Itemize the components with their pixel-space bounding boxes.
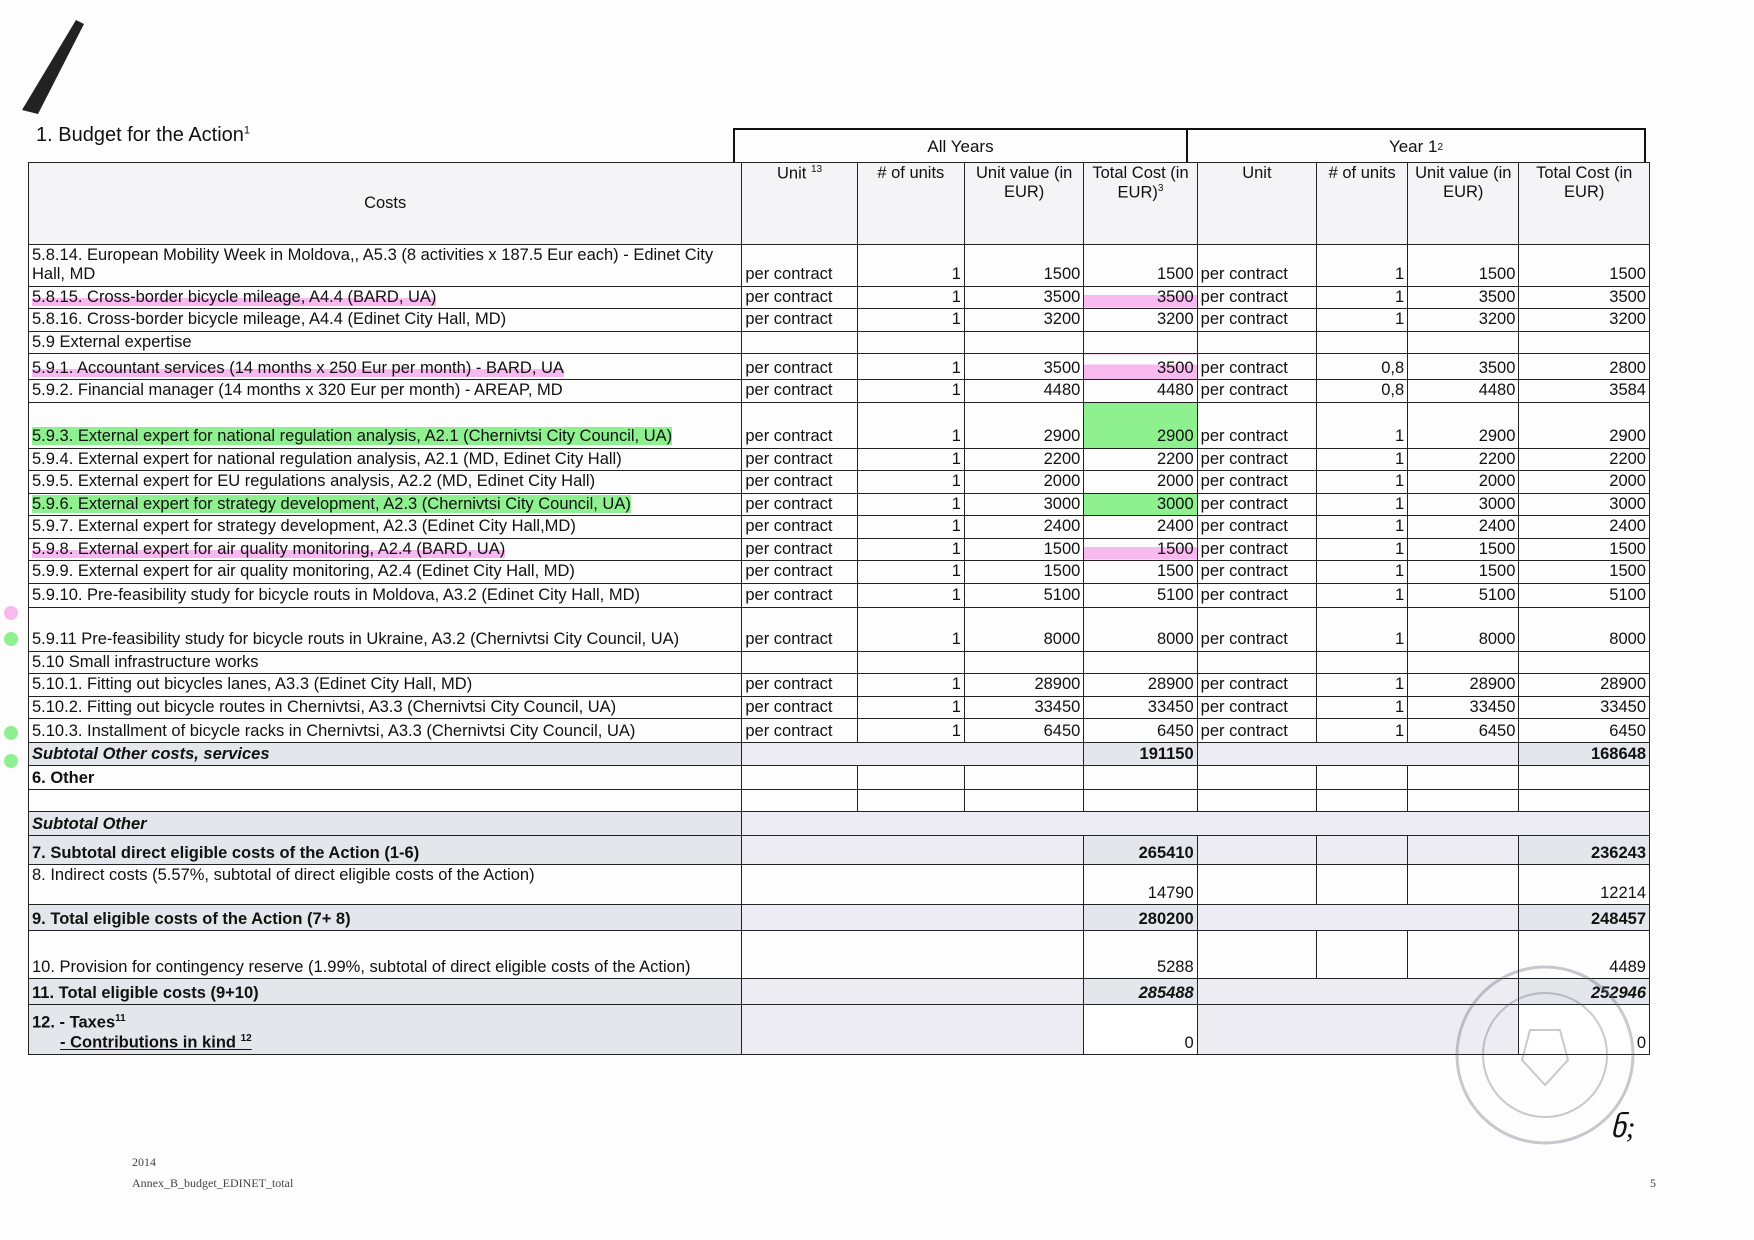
total-cost-cell: 1500 <box>1084 245 1197 287</box>
units-y1-cell: 1 <box>1317 607 1408 651</box>
units-y1-cell: 1 <box>1317 538 1408 560</box>
pink-margin-dot <box>4 606 18 620</box>
unit-cell: per contract <box>742 561 857 583</box>
unit-cell: per contract <box>742 245 857 287</box>
unit-value-cell: 2900 <box>964 402 1083 448</box>
total-cost-cell: 28900 <box>1084 674 1197 696</box>
footer-year: 2014 <box>132 1155 156 1169</box>
summary-total-y1: 236243 <box>1519 836 1650 865</box>
cost-description: 5.9.11 Pre-feasibility study for bicycle routs in Ukraine, A3.2 (Chernivtsi City Council, UA) <box>29 607 742 651</box>
total-cost-y1-cell: 3584 <box>1519 380 1650 402</box>
budget-line-row <box>29 402 1650 448</box>
total-cost-cell: 1500 <box>1084 538 1197 560</box>
total-cost-y1-cell: 2800 <box>1519 354 1650 380</box>
units-cell <box>857 331 964 353</box>
units-y1-cell: 1 <box>1317 448 1408 470</box>
unit-value-y1-cell: 3200 <box>1408 309 1519 331</box>
budget-line-row <box>29 516 1650 538</box>
total-cost-y1-cell: 33450 <box>1519 696 1650 718</box>
unit-y1-cell: per contract <box>1197 471 1316 493</box>
units-y1-cell <box>1317 331 1408 353</box>
budget-line-row <box>29 651 1650 673</box>
unit-value-cell: 1500 <box>964 561 1083 583</box>
unit-cell: per contract <box>742 516 857 538</box>
total-cost-y1-cell: 2000 <box>1519 471 1650 493</box>
unit-value-cell: 8000 <box>964 607 1083 651</box>
units-cell: 1 <box>857 245 964 287</box>
total-cost-cell: 3500 <box>1084 354 1197 380</box>
total-cost-cell <box>1084 331 1197 353</box>
summary-total: 280200 <box>1084 905 1197 931</box>
total-cost-cell: 33450 <box>1084 696 1197 718</box>
units-y1-cell: 0,8 <box>1317 354 1408 380</box>
unit-value-cell: 3500 <box>964 354 1083 380</box>
unit-value-y1-cell: 4480 <box>1408 380 1519 402</box>
total-cost-y1-cell: 1500 <box>1519 561 1650 583</box>
total-cost-cell: 3200 <box>1084 309 1197 331</box>
unit-y1-cell: per contract <box>1197 674 1316 696</box>
unit-value-y1-cell: 2400 <box>1408 516 1519 538</box>
unit-value-cell: 33450 <box>964 696 1083 718</box>
page-title: 1. Budget for the Action$^1$ <box>36 124 251 146</box>
unit-value-cell: 4480 <box>964 380 1083 402</box>
budget-line-row <box>29 331 1650 353</box>
cost-description: 5.8.15. Cross-border bicycle mileage, A4.4 (BARD, UA) <box>29 286 742 308</box>
units-cell <box>857 651 964 673</box>
cost-description: 5.9.1. Accountant services (14 months x 250 Eur per month) - BARD, UA <box>29 354 742 380</box>
total-cost-y1-cell <box>1519 651 1650 673</box>
unit-y1-cell: per contract <box>1197 607 1316 651</box>
summary-label: 9. Total eligible costs of the Action (7+ 8) <box>29 905 742 931</box>
taxes-label: 12. - Taxes$^{11}$ - Contributions in kind $^{12}$ <box>29 1005 742 1055</box>
total-cost-cell: 2400 <box>1084 516 1197 538</box>
units-y1-cell: 1 <box>1317 245 1408 287</box>
budget-line-row <box>29 583 1650 607</box>
unit-value-cell <box>964 651 1083 673</box>
green-margin-dot <box>4 632 18 646</box>
signature: ნ; <box>1610 1111 1636 1144</box>
unit-y1-cell: per contract <box>1197 561 1316 583</box>
units-cell: 1 <box>857 719 964 743</box>
units-y1-cell: 1 <box>1317 516 1408 538</box>
unit-y1-cell: per contract <box>1197 719 1316 743</box>
summary-total-y1: 12214 <box>1519 865 1650 905</box>
unit-y1-cell <box>1197 331 1316 353</box>
units-y1-cell: 1 <box>1317 471 1408 493</box>
unit-value-y1-cell: 3000 <box>1408 493 1519 515</box>
units-y1-cell: 1 <box>1317 719 1408 743</box>
unit-cell: per contract <box>742 607 857 651</box>
cost-description: 5.9.10. Pre-feasibility study for bicycle routs in Moldova, A3.2 (Edinet City Hall, MD) <box>29 583 742 607</box>
budget-line-row <box>29 696 1650 718</box>
unit-cell: per contract <box>742 674 857 696</box>
summary-total-y1: 4489 <box>1519 931 1650 979</box>
summary-total: 285488 <box>1084 979 1197 1005</box>
unit-value-cell: 2200 <box>964 448 1083 470</box>
unit-value-y1-cell: 5100 <box>1408 583 1519 607</box>
summary-label: 10. Provision for contingency reserve (1.99%, subtotal of direct eligible costs of the Action) <box>29 931 742 979</box>
unit-y1-cell: per contract <box>1197 354 1316 380</box>
col-unit-value-y1: Unit value (in EUR) <box>1408 163 1519 245</box>
unit-y1-cell: per contract <box>1197 245 1316 287</box>
unit-y1-cell: per contract <box>1197 696 1316 718</box>
col-costs: Costs <box>29 163 742 245</box>
unit-cell: per contract <box>742 719 857 743</box>
unit-cell: per contract <box>742 354 857 380</box>
unit-value-y1-cell: 3500 <box>1408 286 1519 308</box>
summary-total-y1: 168648 <box>1519 743 1650 766</box>
total-cost-y1-cell: 6450 <box>1519 719 1650 743</box>
unit-cell: per contract <box>742 286 857 308</box>
group-header-year1: Year 1 2 <box>1186 128 1646 164</box>
total-cost-cell: 8000 <box>1084 607 1197 651</box>
total-cost-y1-cell: 3500 <box>1519 286 1650 308</box>
unit-cell: per contract <box>742 309 857 331</box>
col-unit: Unit $^{13}$ <box>742 163 857 245</box>
units-y1-cell: 1 <box>1317 561 1408 583</box>
units-cell: 1 <box>857 354 964 380</box>
unit-value-y1-cell <box>1408 651 1519 673</box>
budget-line-row <box>29 561 1650 583</box>
total-cost-cell: 2000 <box>1084 471 1197 493</box>
total-cost-cell: 3000 <box>1084 493 1197 515</box>
unit-value-y1-cell: 2900 <box>1408 402 1519 448</box>
unit-value-y1-cell: 8000 <box>1408 607 1519 651</box>
unit-cell: per contract <box>742 493 857 515</box>
summary-label: 7. Subtotal direct eligible costs of the Action (1-6) <box>29 836 742 865</box>
budget-line-row <box>29 607 1650 651</box>
cost-description: 5.9.9. External expert for air quality monitoring, A2.4 (Edinet City Hall, MD) <box>29 561 742 583</box>
unit-y1-cell: per contract <box>1197 493 1316 515</box>
col-total-cost-y1: Total Cost (in EUR) <box>1519 163 1650 245</box>
units-cell: 1 <box>857 516 964 538</box>
green-margin-dot <box>4 726 18 740</box>
total-cost-cell: 2200 <box>1084 448 1197 470</box>
contingency-row <box>29 931 1650 979</box>
units-y1-cell: 1 <box>1317 402 1408 448</box>
total-cost-cell <box>1084 651 1197 673</box>
cost-description: 5.10 Small infrastructure works <box>29 651 742 673</box>
units-y1-cell: 1 <box>1317 674 1408 696</box>
total-cost-y1-cell: 2200 <box>1519 448 1650 470</box>
total-cost-cell: 2900 <box>1084 402 1197 448</box>
unit-value-y1-cell: 2000 <box>1408 471 1519 493</box>
summary-label: 8. Indirect costs (5.57%, subtotal of direct eligible costs of the Action) <box>29 865 742 905</box>
unit-cell: per contract <box>742 471 857 493</box>
units-y1-cell: 1 <box>1317 493 1408 515</box>
budget-line-row <box>29 719 1650 743</box>
unit-y1-cell: per contract <box>1197 380 1316 402</box>
units-y1-cell: 1 <box>1317 286 1408 308</box>
cost-description: 5.8.16. Cross-border bicycle mileage, A4.4 (Edinet City Hall, MD) <box>29 309 742 331</box>
unit-value-y1-cell: 2200 <box>1408 448 1519 470</box>
col-unit-value: Unit value (in EUR) <box>964 163 1083 245</box>
col-units-y1: # of units <box>1317 163 1408 245</box>
summary-label: Subtotal Other <box>29 812 742 836</box>
total-cost-y1-cell: 28900 <box>1519 674 1650 696</box>
units-cell: 1 <box>857 583 964 607</box>
group-header-all-years: All Years <box>733 128 1188 164</box>
units-cell: 1 <box>857 696 964 718</box>
unit-y1-cell: per contract <box>1197 448 1316 470</box>
cost-description: 5.9.8. External expert for air quality monitoring, A2.4 (BARD, UA) <box>29 538 742 560</box>
subtotal-other-row <box>29 812 1650 836</box>
budget-line-row <box>29 674 1650 696</box>
cost-description: 5.8.14. European Mobility Week in Moldova,, A5.3 (8 activities x 187.5 Eur each) - Edinet City Hall, MD <box>29 245 742 287</box>
units-cell: 1 <box>857 607 964 651</box>
unit-value-cell: 3500 <box>964 286 1083 308</box>
total-cost-y1-cell: 1500 <box>1519 245 1650 287</box>
unit-cell: per contract <box>742 448 857 470</box>
total-cost-y1-cell: 5100 <box>1519 583 1650 607</box>
other-blank-row <box>29 790 1650 812</box>
cost-description: 5.9 External expertise <box>29 331 742 353</box>
units-cell: 1 <box>857 674 964 696</box>
scan-smudge <box>18 18 88 118</box>
cost-description: 5.9.4. External expert for national regulation analysis, A2.1 (MD, Edinet City Hall) <box>29 448 742 470</box>
unit-y1-cell: per contract <box>1197 309 1316 331</box>
total-cost-y1-cell: 8000 <box>1519 607 1650 651</box>
units-cell: 1 <box>857 471 964 493</box>
cost-description: 5.9.2. Financial manager (14 months x 320 Eur per month) - AREAP, MD <box>29 380 742 402</box>
unit-value-y1-cell: 33450 <box>1408 696 1519 718</box>
total-cost-y1-cell: 3000 <box>1519 493 1650 515</box>
units-cell: 1 <box>857 286 964 308</box>
units-y1-cell: 0,8 <box>1317 380 1408 402</box>
total-cost-y1-cell: 1500 <box>1519 538 1650 560</box>
subtotal-direct-row <box>29 836 1650 865</box>
units-cell: 1 <box>857 309 964 331</box>
cost-description: 5.9.3. External expert for national regulation analysis, A2.1 (Chernivtsi City Council, UA) <box>29 402 742 448</box>
budget-line-row <box>29 380 1650 402</box>
units-cell: 1 <box>857 448 964 470</box>
budget-line-row <box>29 448 1650 470</box>
budget-table <box>28 162 1650 1055</box>
unit-value-cell: 1500 <box>964 245 1083 287</box>
unit-value-y1-cell <box>1408 331 1519 353</box>
budget-line-row <box>29 309 1650 331</box>
unit-value-cell: 6450 <box>964 719 1083 743</box>
unit-value-y1-cell: 1500 <box>1408 245 1519 287</box>
summary-total: 5288 <box>1084 931 1197 979</box>
total-cost-y1-cell: 3200 <box>1519 309 1650 331</box>
unit-value-cell: 28900 <box>964 674 1083 696</box>
units-y1-cell: 1 <box>1317 696 1408 718</box>
summary-total-y1: 252946 <box>1519 979 1650 1005</box>
total-cost-y1-cell: 2400 <box>1519 516 1650 538</box>
unit-cell <box>742 331 857 353</box>
unit-value-cell: 2400 <box>964 516 1083 538</box>
unit-cell: per contract <box>742 696 857 718</box>
summary-total-y1: 248457 <box>1519 905 1650 931</box>
summary-label: Subtotal Other costs, services <box>29 743 742 766</box>
col-units: # of units <box>857 163 964 245</box>
total-cost-cell: 1500 <box>1084 561 1197 583</box>
total-cost-cell: 4480 <box>1084 380 1197 402</box>
units-y1-cell: 1 <box>1317 309 1408 331</box>
unit-cell: per contract <box>742 538 857 560</box>
total-eligible-row <box>29 905 1650 931</box>
unit-y1-cell: per contract <box>1197 402 1316 448</box>
cost-description: 5.9.5. External expert for EU regulations analysis, A2.2 (MD, Edinet City Hall) <box>29 471 742 493</box>
unit-y1-cell: per contract <box>1197 516 1316 538</box>
col-unit-y1: Unit <box>1197 163 1316 245</box>
total-cost-cell: 6450 <box>1084 719 1197 743</box>
unit-value-cell: 2000 <box>964 471 1083 493</box>
unit-value-y1-cell: 1500 <box>1408 538 1519 560</box>
unit-value-y1-cell: 6450 <box>1408 719 1519 743</box>
summary-total: 265410 <box>1084 836 1197 865</box>
unit-value-cell: 3200 <box>964 309 1083 331</box>
unit-value-y1-cell: 1500 <box>1408 561 1519 583</box>
budget-line-row <box>29 286 1650 308</box>
units-cell: 1 <box>857 493 964 515</box>
subtotal-services-row <box>29 743 1650 766</box>
unit-value-y1-cell: 28900 <box>1408 674 1519 696</box>
budget-line-row <box>29 538 1650 560</box>
units-y1-cell <box>1317 651 1408 673</box>
units-cell: 1 <box>857 561 964 583</box>
cost-description: 5.10.3. Installment of bicycle racks in Chernivtsi, A3.3 (Chernivtsi City Council, UA) <box>29 719 742 743</box>
cost-description: 5.9.7. External expert for strategy development, A2.3 (Edinet City Hall,MD) <box>29 516 742 538</box>
unit-value-cell <box>964 331 1083 353</box>
other-row <box>29 766 1650 790</box>
cost-description: 5.9.6. External expert for strategy development, A2.3 (Chernivtsi City Council, UA) <box>29 493 742 515</box>
total-cost-cell: 3500 <box>1084 286 1197 308</box>
unit-value-y1-cell: 3500 <box>1408 354 1519 380</box>
unit-cell: per contract <box>742 380 857 402</box>
summary-total: 14790 <box>1084 865 1197 905</box>
total-cost-y1-cell <box>1519 331 1650 353</box>
budget-line-row <box>29 471 1650 493</box>
summary-total: 191150 <box>1084 743 1197 766</box>
col-total-cost: Total Cost (in EUR)$^3$ <box>1084 163 1197 245</box>
units-cell: 1 <box>857 402 964 448</box>
summary-label: 11. Total eligible costs (9+10) <box>29 979 742 1005</box>
unit-value-cell: 5100 <box>964 583 1083 607</box>
taxes-row <box>29 1005 1650 1055</box>
summary-total: 0 <box>1084 1005 1197 1055</box>
units-cell: 1 <box>857 538 964 560</box>
unit-y1-cell: per contract <box>1197 286 1316 308</box>
units-y1-cell: 1 <box>1317 583 1408 607</box>
budget-line-row <box>29 245 1650 287</box>
unit-y1-cell <box>1197 651 1316 673</box>
column-header-row <box>29 163 1650 245</box>
unit-y1-cell: per contract <box>1197 538 1316 560</box>
total-cost-y1-cell: 2900 <box>1519 402 1650 448</box>
units-cell: 1 <box>857 380 964 402</box>
summary-label: 6. Other <box>29 766 742 790</box>
budget-line-row <box>29 493 1650 515</box>
budget-line-row <box>29 354 1650 380</box>
total-eligible-costs-row <box>29 979 1650 1005</box>
cost-description: 5.10.1. Fitting out bicycles lanes, A3.3 (Edinet City Hall, MD) <box>29 674 742 696</box>
unit-cell <box>742 651 857 673</box>
unit-value-cell: 3000 <box>964 493 1083 515</box>
cost-description: 5.10.2. Fitting out bicycle routes in Chernivtsi, A3.3 (Chernivtsi City Council, UA) <box>29 696 742 718</box>
green-margin-dot <box>4 754 18 768</box>
indirect-costs-row <box>29 865 1650 905</box>
page-number: 5 <box>1650 1176 1656 1190</box>
unit-cell: per contract <box>742 583 857 607</box>
unit-value-cell: 1500 <box>964 538 1083 560</box>
summary-total-y1: 0 <box>1519 1005 1650 1055</box>
unit-y1-cell: per contract <box>1197 583 1316 607</box>
total-cost-cell: 5100 <box>1084 583 1197 607</box>
footer-file: Annex_B_budget_EDINET_total <box>132 1176 294 1190</box>
unit-cell: per contract <box>742 402 857 448</box>
